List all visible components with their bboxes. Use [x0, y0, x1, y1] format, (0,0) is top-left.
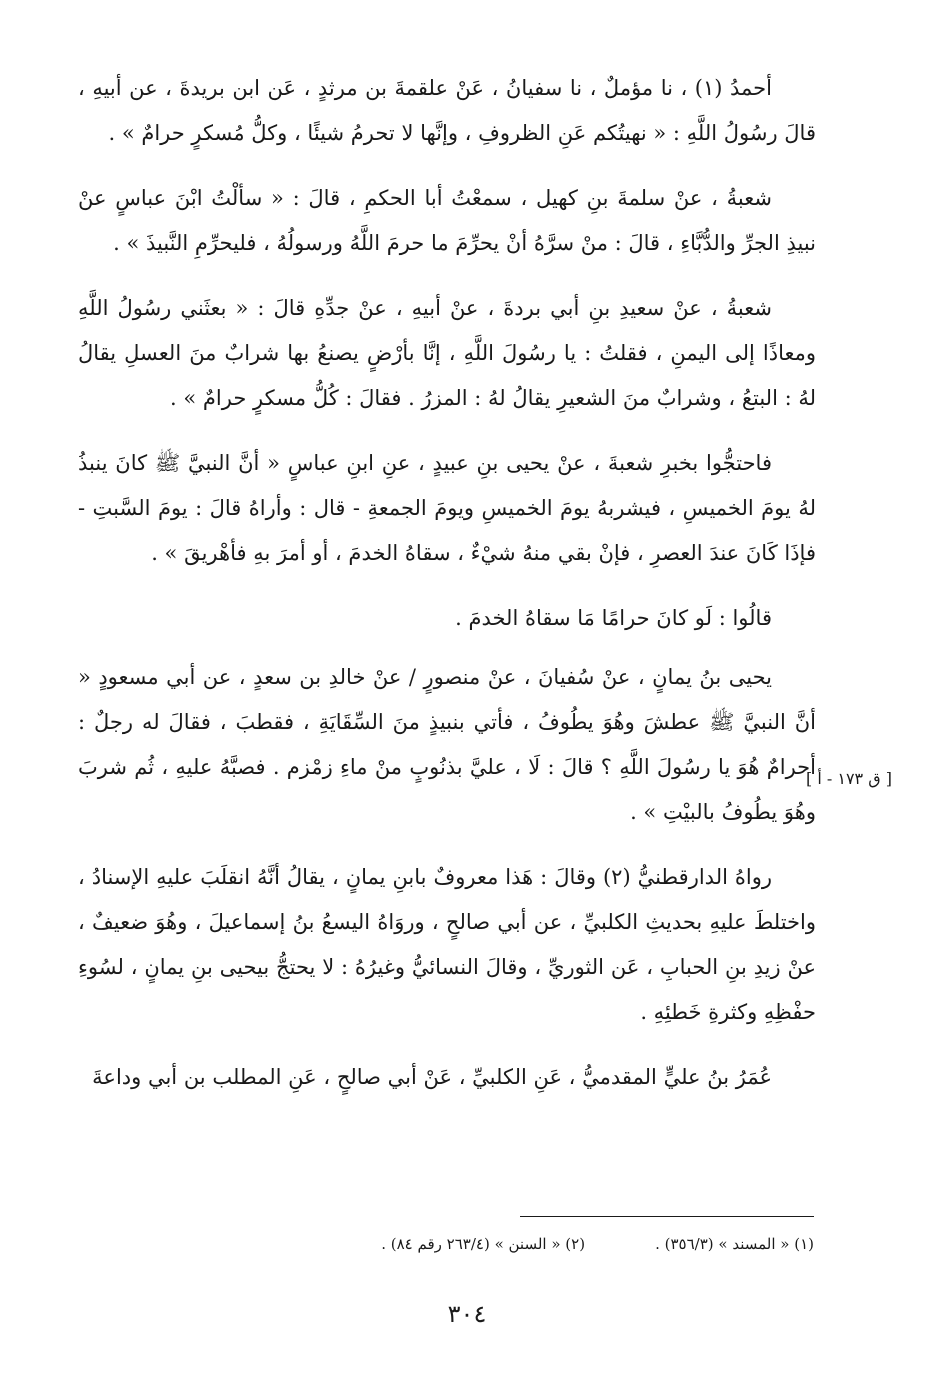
- paragraph-7: رواهُ الدارقطنيُّ (٢) وقالَ : هَذا معروفٌ بابنِ يمانٍ ، يقالُ أنَّهُ انقلَبَ عليهِ الإسنادُ ، واختلطَ عليهِ بحديثِ الكلبيِّ ، عن أبي صالحٍ ، وروَاهُ اليسعُ بنُ إسماعيلَ ، وهُوَ ضعيفٌ ، عنْ زيدِ بنِ الحبابِ ، عَن الثوريِّ ، وقالَ النسائيُّ وغيرُهُ : لا يحتجُّ بيحيى بنِ يمانٍ ، لسُوءِ حفْظِهِ وكثرةِ خَطئِهِ .: [78, 865, 816, 1024]
- footnote-2: (٢) « السنن » (٢٦٣/٤ رقم ٨٤) .: [381, 1235, 586, 1253]
- paragraph-1: أحمدُ (١) ، نا مؤملٌ ، نا سفيانُ ، عَنْ علقمةَ بن مرثدٍ ، عَن ابن بريدةَ ، عن أبيهِ ، قالَ رسُولُ اللَّهِ : « نهيتُكم عَنِ الظروفِ ، وإنَّها لا تحرمُ شيئًا ، وكلُّ مُسكرٍ حرامٌ » .: [78, 76, 816, 145]
- paragraph-6: يحيى بنُ يمانٍ ، عنْ سُفيانَ ، عنْ منصورٍ / عنْ خالدِ بن سعدٍ ، عن أبي مسعودٍ « أنَّ النبيَّ ﷺ عطشَ وهُوَ يطُوفُ ، فأتي بنبيذٍ منَ السِّقَايَةِ ، فقطبَ ، فقالَ له رجلٌ : أحرامٌ هُوَ يا رسُولَ اللَّهِ ؟ قالَ : لَا ، عليَّ بذنُوبٍ منْ ماءِ زمْزم . فصبَّهُ عليهِ ، ثُم شربَ وهُوَ يطُوفُ بالبيْتِ » .: [78, 665, 816, 824]
- footnotes: [174, 1232, 814, 1256]
- paragraph-3: شعبةُ ، عنْ سعيدِ بنِ أبي بردةَ ، عنْ أبيهِ ، عنْ جدِّهِ قالَ : « بعثَني رسُولُ اللَّهِ ومعاذًا إلى اليمنِ ، فقلتُ : يا رسُولَ اللَّهِ ، إنَّا بأرْضٍ يصنعُ بها شرابٌ منَ العسلِ يقالُ لهُ : البتعُ ، وشرابٌ منَ الشعيرِ يقالُ لهُ : المزرُ . فقالَ : كُلُّ مسكرٍ حرامٌ » .: [78, 296, 816, 410]
- page-number: ٣٠٤: [447, 1300, 487, 1328]
- footnote-1: (١) « المسند » (٣٥٦/٣) .: [655, 1235, 814, 1253]
- paragraph-4: فاحتجُّوا بخبرِ شعبةَ ، عنْ يحيى بنِ عبيدٍ ، عنِ ابنِ عباسٍ « أنَّ النبيَّ ﷺ كانَ ينبذُ لهُ يومَ الخميسِ ، فيشربهُ يومَ الخميسِ ويومَ الجمعةِ - قال : وأراهُ قالَ : يومَ السَّبتِ - فإذَا كَانَ عندَ العصرِ ، فإنْ بقي منهُ شيْءٌ ، سقاهُ الخدمَ ، أو أمرَ بهِ فأهْريقَ » .: [78, 451, 816, 565]
- paragraph-8: عُمَرُ بنُ عليٍّ المقدميُّ ، عَنِ الكلبيِّ ، عَنْ أبي صالحٍ ، عَنِ المطلب بن أبي وداعةَ: [92, 1065, 772, 1089]
- page-body: [78, 66, 816, 1120]
- manuscript-folio-marker: [ ق ١٧٣ - أ ]: [806, 769, 892, 788]
- paragraph-5: قالُوا : لَو كانَ حرامًا مَا سقاهُ الخدمَ .: [455, 606, 772, 630]
- footnote-divider: [520, 1216, 814, 1217]
- paragraph-2: شعبةُ ، عنْ سلمةَ بنِ كهيل ، سمعْتُ أبا الحكمِ ، قالَ : « سألْتُ ابْنَ عباسٍ عنْ نبيذِ الجرِّ والدُّبَّاءِ ، قالَ : منْ سرَّهُ أنْ يحرِّمَ ما حرمَ اللَّهُ ورسولُهُ ، فليحرِّمِ النَّبيذَ » .: [78, 186, 816, 255]
